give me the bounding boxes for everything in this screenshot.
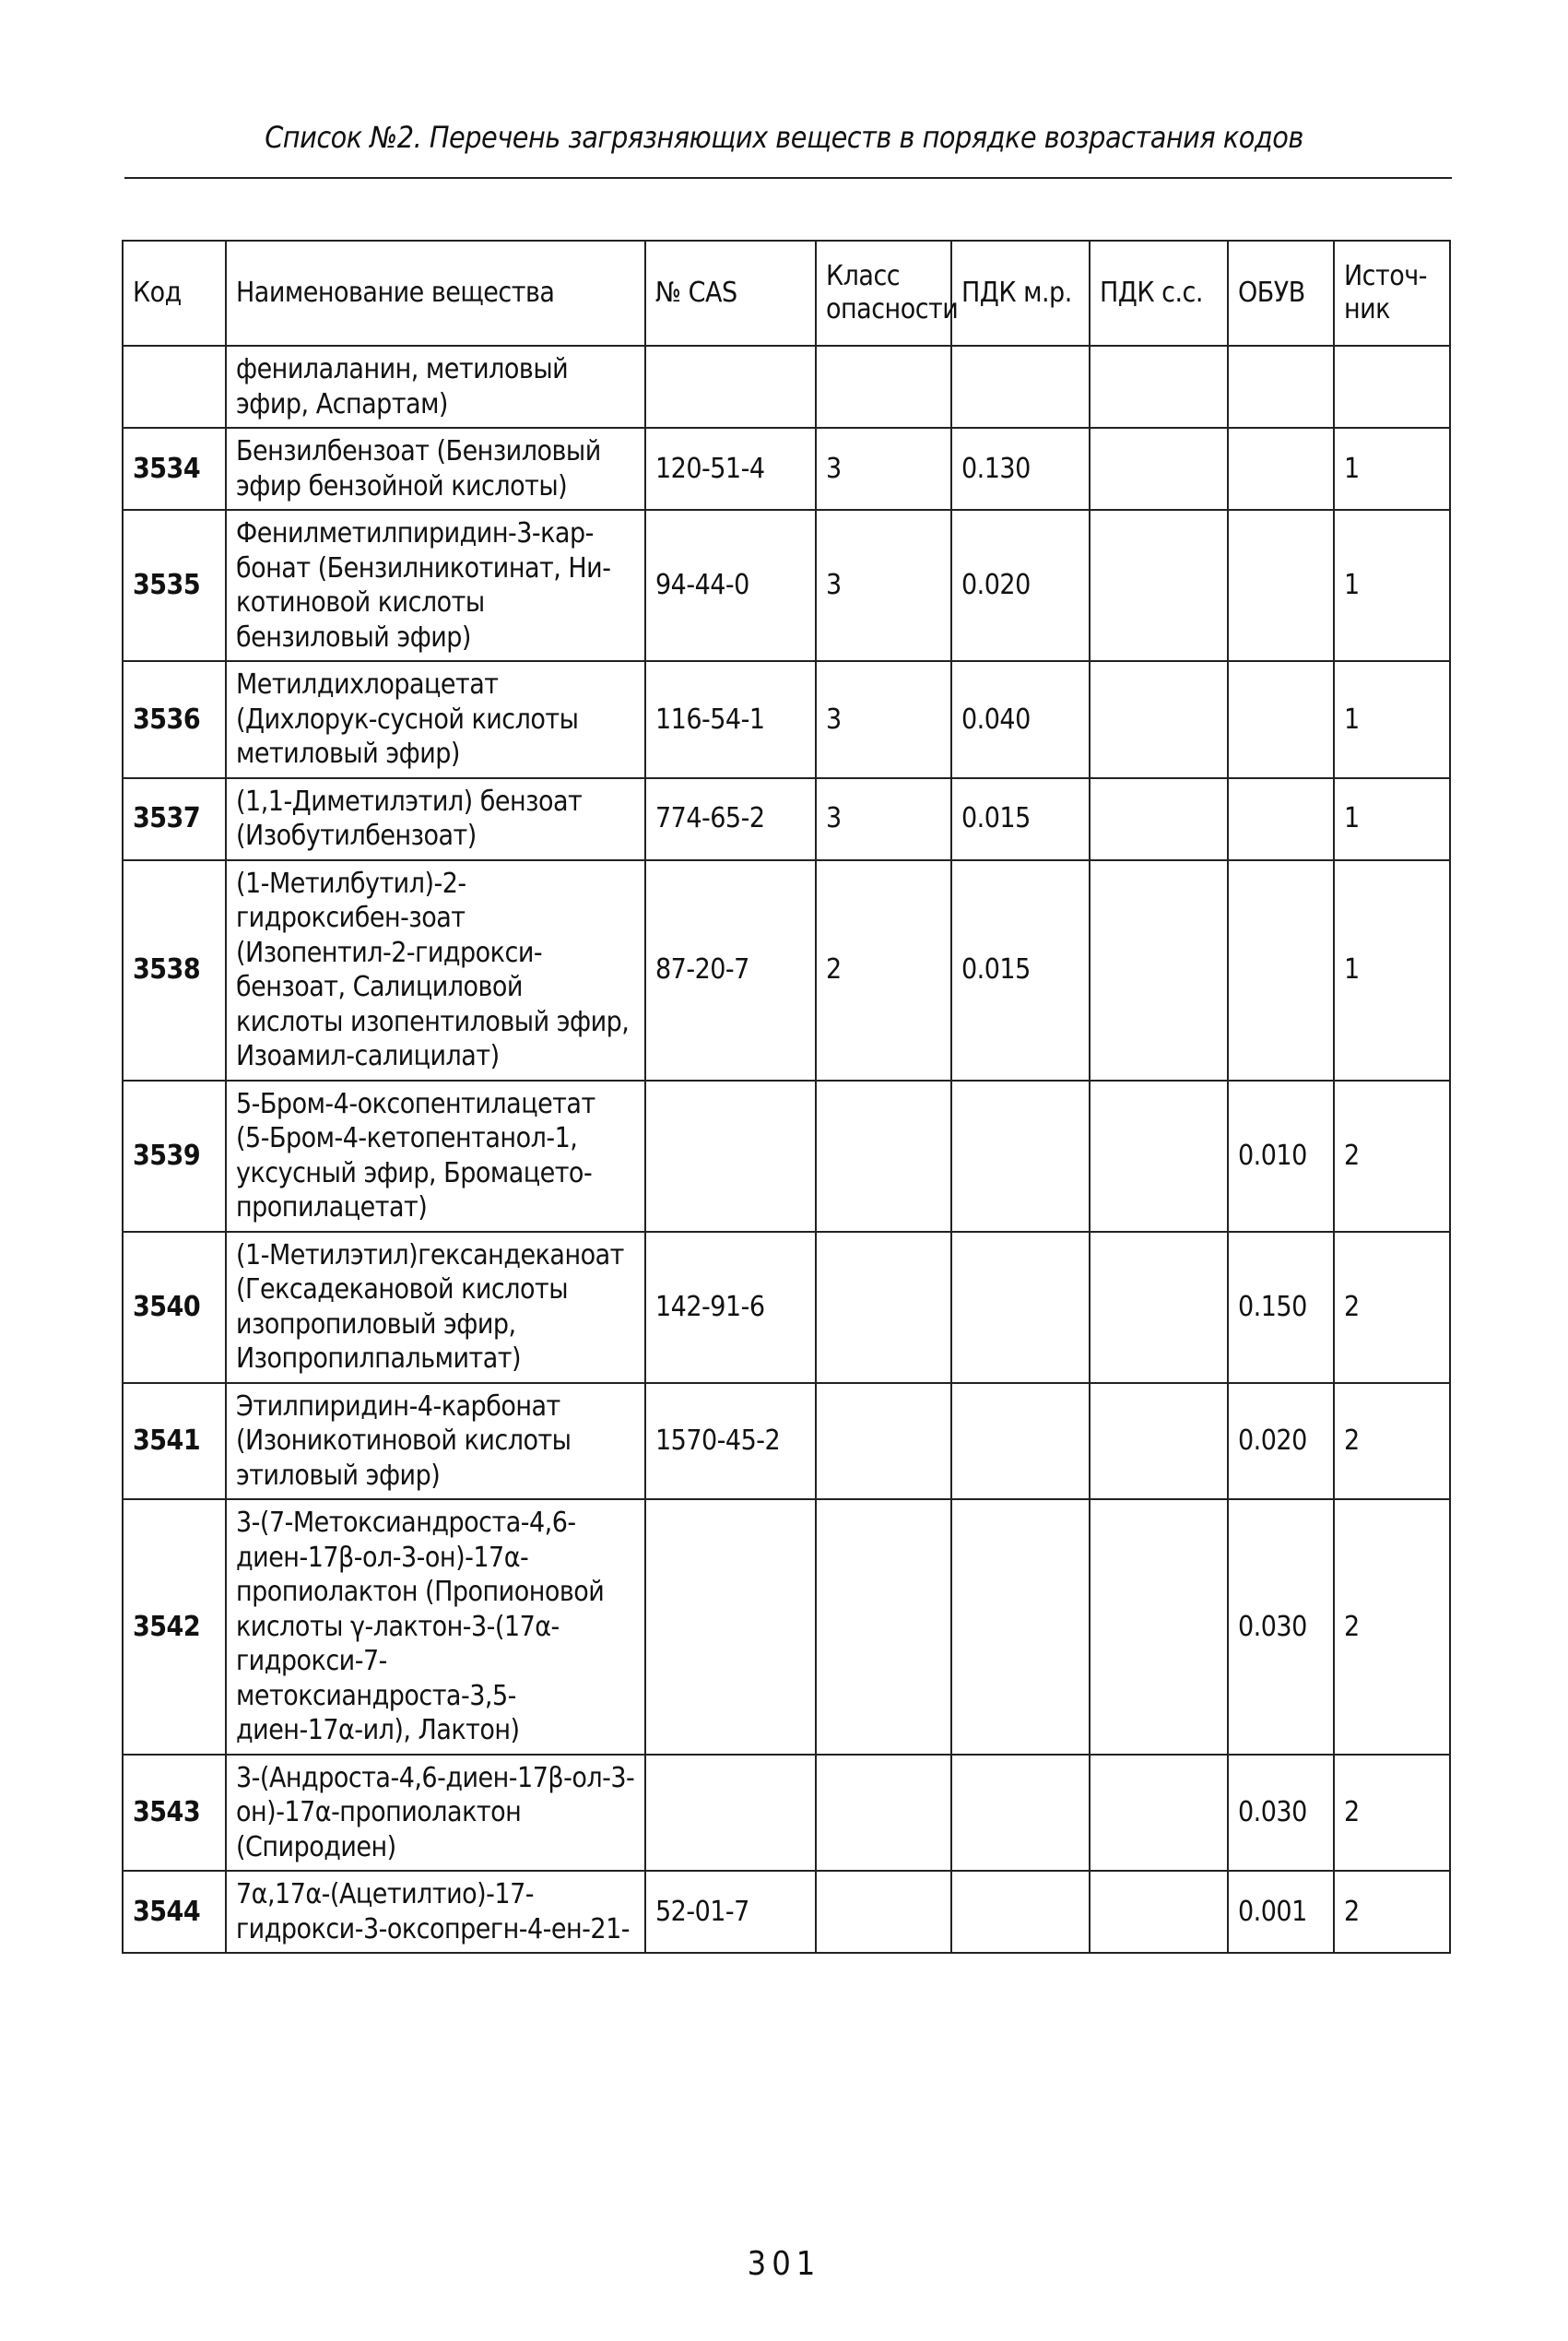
cell-code: 3536 (123, 661, 226, 778)
cell-hazard-class: 3 (816, 778, 951, 860)
cell-cas (645, 1499, 816, 1755)
table-row (123, 1081, 1450, 1232)
cell-source: 2 (1334, 1383, 1450, 1500)
cell-hazard-class (816, 1232, 951, 1383)
cell-name: Этилпиридин-4-карбонат (Изоникотиновой кислоты этиловый эфир) (226, 1383, 645, 1500)
cell-hazard-class (816, 1383, 951, 1500)
cell-pdk-mr (951, 1871, 1090, 1953)
cell-pdk-mr (951, 1232, 1090, 1383)
cell-pdk-ss (1090, 1081, 1228, 1232)
table-row (123, 1499, 1450, 1755)
cell-pdk-mr: 0.015 (951, 778, 1090, 860)
cell-pdk-ss (1090, 778, 1228, 860)
cell-source: 1 (1334, 661, 1450, 778)
table-row (123, 1232, 1450, 1383)
cell-source: 1 (1334, 860, 1450, 1081)
cell-obuv (1228, 428, 1334, 510)
cell-hazard-class: 3 (816, 510, 951, 661)
cell-obuv: 0.030 (1228, 1755, 1334, 1872)
cell-pdk-mr: 0.015 (951, 860, 1090, 1081)
cell-hazard-class: 3 (816, 661, 951, 778)
cell-name: Бензилбензоат (Бензиловый эфир бензойной кислоты) (226, 428, 645, 510)
cell-name: 7α,17α-(Ацетилтио)-17-гидрокси-3-оксопрегн-4-ен-21- (226, 1871, 645, 1953)
cell-cas: 1570-45-2 (645, 1383, 816, 1500)
cell-code: 3541 (123, 1383, 226, 1500)
column-header-pdk-ss: ПДК с.с. (1090, 241, 1228, 346)
cell-obuv (1228, 510, 1334, 661)
cell-cas: 774-65-2 (645, 778, 816, 860)
cell-code (123, 346, 226, 428)
column-header-source: Источ-ник (1334, 241, 1450, 346)
table-header-row (123, 241, 1450, 346)
cell-code: 3540 (123, 1232, 226, 1383)
cell-code: 3542 (123, 1499, 226, 1755)
page-number: 301 (747, 2245, 821, 2283)
column-header-hazard-class: Класс опасности (816, 241, 951, 346)
cell-code: 3534 (123, 428, 226, 510)
cell-cas: 116-54-1 (645, 661, 816, 778)
pollutants-table (122, 240, 1451, 1954)
column-header-code: Код (123, 241, 226, 346)
cell-name: 3-(Андроста-4,6-диен-17β-ол-3-он)-17α-пропиолактон (Спиродиен) (226, 1755, 645, 1872)
cell-pdk-ss (1090, 1871, 1228, 1953)
cell-name: Фенилметилпиридин-3-кар-бонат (Бензилникотинат, Ни-котиновой кислоты бензиловый эфир) (226, 510, 645, 661)
cell-hazard-class: 3 (816, 428, 951, 510)
cell-obuv: 0.010 (1228, 1081, 1334, 1232)
cell-code: 3543 (123, 1755, 226, 1872)
cell-pdk-ss (1090, 661, 1228, 778)
cell-obuv (1228, 860, 1334, 1081)
cell-pdk-ss (1090, 1383, 1228, 1500)
cell-pdk-ss (1090, 860, 1228, 1081)
cell-source: 1 (1334, 778, 1450, 860)
cell-cas (645, 1755, 816, 1872)
cell-name: фенилаланин, метиловый эфир, Аспартам) (226, 346, 645, 428)
cell-pdk-mr (951, 1499, 1090, 1755)
cell-obuv: 0.150 (1228, 1232, 1334, 1383)
cell-cas: 120-51-4 (645, 428, 816, 510)
cell-cas: 87-20-7 (645, 860, 816, 1081)
cell-pdk-ss (1090, 428, 1228, 510)
cell-name: (1,1-Диметилэтил) бензоат (Изобутилбензоат) (226, 778, 645, 860)
cell-pdk-ss (1090, 1755, 1228, 1872)
column-header-pdk-mr: ПДК м.р. (951, 241, 1090, 346)
cell-source: 2 (1334, 1081, 1450, 1232)
cell-cas (645, 1081, 816, 1232)
cell-source: 1 (1334, 510, 1450, 661)
cell-code: 3535 (123, 510, 226, 661)
cell-code: 3539 (123, 1081, 226, 1232)
header-rule (124, 177, 1452, 179)
cell-hazard-class (816, 1755, 951, 1872)
cell-pdk-mr (951, 1755, 1090, 1872)
cell-hazard-class (816, 1871, 951, 1953)
column-header-obuv: ОБУВ (1228, 241, 1334, 346)
cell-name: 3-(7-Метоксиандроста-4,6-диен-17β-ол-3-он)-17α-пропиолактон (Пропионовой кислоты γ-лактон-3-(17α-гидрокси-7-метоксиандроста-3,5-диен-17α-ил), Лактон) (226, 1499, 645, 1755)
cell-obuv: 0.020 (1228, 1383, 1334, 1500)
table-row (123, 346, 1450, 428)
cell-cas: 94-44-0 (645, 510, 816, 661)
cell-obuv: 0.001 (1228, 1871, 1334, 1953)
cell-name: 5-Бром-4-оксопентилацетат (5-Бром-4-кетопентанол-1, уксусный эфир, Бромацето-пропилацетат) (226, 1081, 645, 1232)
table-row (123, 428, 1450, 510)
cell-name: (1-Метилбутил)-2-гидроксибен-зоат (Изопентил-2-гидрокси-бензоат, Салициловой кислоты изопентиловый эфир, Изоамил-салицилат) (226, 860, 645, 1081)
cell-source: 2 (1334, 1871, 1450, 1953)
cell-obuv (1228, 661, 1334, 778)
page-header-title: Список №2. Перечень загрязняющих веществ в порядке возрастания кодов (265, 120, 1303, 155)
cell-pdk-mr: 0.040 (951, 661, 1090, 778)
cell-pdk-ss (1090, 346, 1228, 428)
table-row (123, 1871, 1450, 1953)
cell-pdk-ss (1090, 1499, 1228, 1755)
cell-code: 3538 (123, 860, 226, 1081)
cell-source: 2 (1334, 1499, 1450, 1755)
table-row (123, 1383, 1450, 1500)
table-row (123, 510, 1450, 661)
cell-code: 3544 (123, 1871, 226, 1953)
cell-source: 2 (1334, 1232, 1450, 1383)
table-row (123, 778, 1450, 860)
column-header-name: Наименование вещества (226, 241, 645, 346)
cell-pdk-mr: 0.130 (951, 428, 1090, 510)
table-row (123, 1755, 1450, 1872)
cell-hazard-class (816, 346, 951, 428)
cell-source: 1 (1334, 428, 1450, 510)
cell-name: Метилдихлорацетат (Дихлорук-сусной кислоты метиловый эфир) (226, 661, 645, 778)
table-row (123, 860, 1450, 1081)
cell-name: (1-Метилэтил)гександеканоат (Гексадекановой кислоты изопропиловый эфир, Изопропилпальмитат) (226, 1232, 645, 1383)
cell-pdk-mr (951, 346, 1090, 428)
cell-pdk-mr: 0.020 (951, 510, 1090, 661)
cell-cas: 52-01-7 (645, 1871, 816, 1953)
cell-source (1334, 346, 1450, 428)
cell-pdk-mr (951, 1383, 1090, 1500)
cell-obuv (1228, 778, 1334, 860)
table-row (123, 661, 1450, 778)
cell-hazard-class (816, 1499, 951, 1755)
cell-obuv: 0.030 (1228, 1499, 1334, 1755)
cell-pdk-ss (1090, 510, 1228, 661)
cell-cas (645, 346, 816, 428)
cell-code: 3537 (123, 778, 226, 860)
cell-pdk-ss (1090, 1232, 1228, 1383)
cell-hazard-class (816, 1081, 951, 1232)
cell-pdk-mr (951, 1081, 1090, 1232)
cell-obuv (1228, 346, 1334, 428)
column-header-cas: № CAS (645, 241, 816, 346)
cell-hazard-class: 2 (816, 860, 951, 1081)
cell-source: 2 (1334, 1755, 1450, 1872)
cell-cas: 142-91-6 (645, 1232, 816, 1383)
